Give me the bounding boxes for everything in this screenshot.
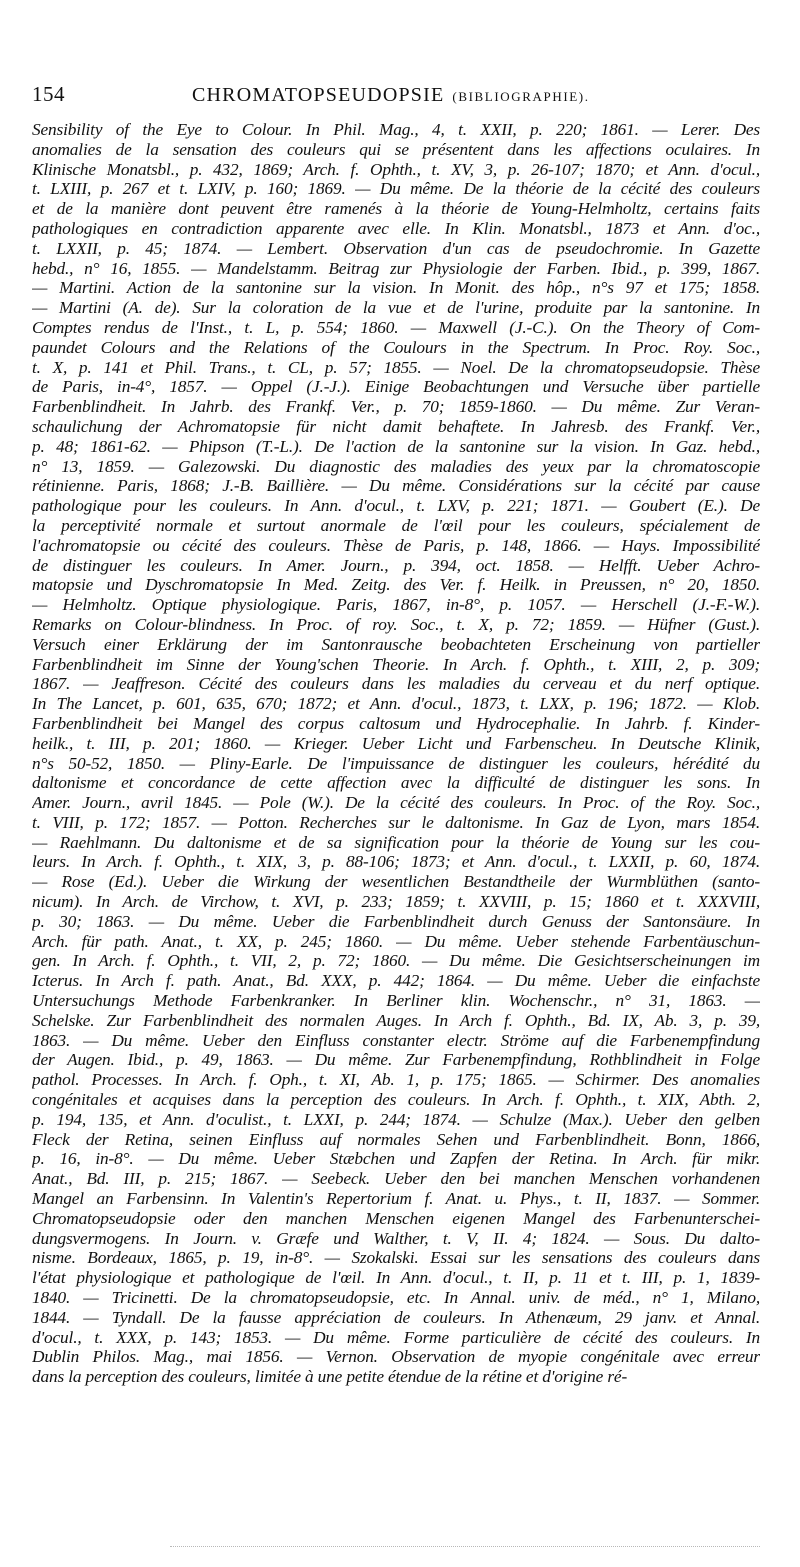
text-line: Icterus. In Arch f. path. Anat., Bd. XXX, p. 442; 1864. — Du même. Ueber die einfachste: [32, 971, 760, 991]
text-line: d'ocul., t. XXX, p. 143; 1853. — Du même. Forme particulière de cécité des couleurs. In: [32, 1327, 760, 1347]
text-line: paundet Colours and the Relations of the Coulours in the Spectrum. In Proc. Roy. Soc.,: [32, 337, 760, 357]
text-line: Farbenblindheit. In Jahrb. des Frankf. Ver., p. 70; 1859-1860. — Du même. Zur Veran-: [32, 397, 760, 417]
running-subtitle: (BIBLIOGRAPHIE).: [452, 89, 590, 104]
text-line: Versuch einer Erklärung der im Santonrausche beobachteten Erscheinung von partieller: [32, 634, 760, 654]
text-line: Chromatopseudopsie oder den manchen Menschen eigenen Mangel des Farbenunterschei-: [32, 1208, 760, 1228]
text-line: n°s 50-52, 1850. — Pliny-Earle. De l'impuissance de distinguer les couleurs, hérédité du: [32, 753, 760, 773]
text-line: dans la perception des couleurs, limitée à une petite étendue de la rétine et d'origine ré-: [32, 1367, 628, 1387]
text-line: — Martini. Action de la santonine sur la vision. In Monit. des hôp., n°s 97 et 175; 1858.: [32, 278, 760, 298]
text-line: nicum). In Arch. de Virchow, t. XVI, p. 233; 1859; t. XXVIII, p. 15; 1860 et t. XXXVIII,: [32, 892, 760, 912]
text-line: schaulichung der Achromatopsie für nicht damit behaftete. In Jahresb. des Frankf. Ver.,: [32, 416, 760, 436]
text-line: Farbenblindheit bei Mangel des corpus caltosum und Hydrocephalie. In Jahrb. f. Kinder-: [32, 713, 760, 733]
text-line: pathologique pour les couleurs. In Ann. d'ocul., t. LXV, p. 221; 1871. — Goubert (E.). De: [32, 496, 760, 516]
text-line: Fleck der Retina, seinen Einfluss auf normales Sehen und Farbenblindheit. Bonn, 1866,: [32, 1129, 760, 1149]
text-line: l'achromatopsie ou cécité des couleurs. Thèse de Paris, p. 148, 1866. — Hays. Impossibilité: [32, 535, 760, 555]
text-line: Remarks on Colour-blindness. In Proc. of roy. Soc., t. X, p. 72; 1859. — Hüfner (Gust.).: [32, 614, 760, 634]
text-line: t. VIII, p. 172; 1857. — Potton. Recherches sur le daltonisme. In Gaz de Lyon, mars 1854.: [32, 812, 760, 832]
bottom-rule: [170, 1546, 760, 1547]
text-line: et de la manière dont peuvent être ramenés à la théorie de Young-Helmholtz, certains faits: [32, 199, 760, 219]
text-line: nisme. Bordeaux, 1865, p. 19, in-8°. — Szokalski. Essai sur les sensations des couleurs dans: [32, 1248, 760, 1268]
text-line: la perceptivité normale et surtout anormale de l'œil pour les couleurs, spécialement de: [32, 515, 760, 535]
text-line: Farbenblindheit im Sinne der Young'schen Theorie. In Arch. f. Ophth., t. XIII, 2, p. 309;: [32, 654, 760, 674]
text-line: de distinguer les couleurs. In Amer. Journ., p. 394, oct. 1858. — Helfft. Ueber Achro-: [32, 555, 760, 575]
text-line: Schelske. Zur Farbenblindheit des normalen Auges. In Arch f. Ophth., Bd. IX, Ab. 3, p. 39,: [32, 1010, 760, 1030]
text-line: daltonisme et concordance de cette affection avec la difficulté de distinguer les sons. In: [32, 773, 760, 793]
text-line: rétinienne. Paris, 1868; J.-B. Baillière. — Du même. Considérations sur la cécité par cause: [32, 476, 760, 496]
text-line: Dublin Philos. Mag., mai 1856. — Vernon. Observation de myopie congénitale avec erreur: [32, 1347, 760, 1367]
text-line: — Raehlmann. Du daltonisme et de sa signification pour la théorie de Young sur les cou-: [32, 832, 760, 852]
text-line: p. 30; 1863. — Du même. Ueber die Farbenblindheit durch Genuss der Santonsäure. In: [32, 911, 760, 931]
text-line: p. 48; 1861-62. — Phipson (T.-L.). De l'action de la santonine sur la vision. In Gaz. hebd.,: [32, 436, 760, 456]
text-line: Arch. für path. Anat., t. XX, p. 245; 1860. — Du même. Ueber stehende Farbentäuschun-: [32, 931, 760, 951]
text-line: p. 16, in-8°. — Du même. Ueber Stæbchen und Zapfen der Retina. In Arch. für mikr.: [32, 1149, 760, 1169]
text-line: Klinische Monatsbl., p. 432, 1869; Arch. f. Ophth., t. XV, 3, p. 26-107; 1870; et Ann. d'ocul.,: [32, 159, 760, 179]
running-header: [32, 82, 768, 112]
text-line: leurs. In Arch. f. Ophth., t. XIX, 3, p. 88-106; 1873; et Ann. d'ocul., t. LXXII, p. 60, 1874.: [32, 852, 760, 872]
text-line: gen. In Arch. f. Ophth., t. VII, 2, p. 72; 1860. — Du même. Die Gesichtserscheinungen im: [32, 951, 760, 971]
text-line: matopsie und Dyschromatopsie In Med. Zeitg. des Ver. f. Heilk. in Preussen, n° 20, 1850.: [32, 575, 760, 595]
text-line: pathol. Processes. In Arch. f. Oph., t. XI, Ab. 1, p. 175; 1865. — Schirmer. Des anomalies: [32, 1070, 760, 1090]
text-line: p. 194, 135, et Ann. d'oculist., t. LXXI, p. 244; 1874. — Schulze (Max.). Ueber den gelben: [32, 1109, 760, 1129]
text-line: 1840. — Tricinetti. De la chromatopseudopsie, etc. In Annal. univ. de méd., n° 1, Milano,: [32, 1288, 760, 1308]
text-line: hebd., n° 16, 1855. — Mandelstamm. Beitrag zur Physiologie der Farben. Ibid., p. 399, 1867.: [32, 258, 760, 278]
text-line: t. LXXII, p. 45; 1874. — Lembert. Observation d'un cas de pseudochromie. In Gazette: [32, 238, 760, 258]
text-line: 1844. — Tyndall. De la fausse appréciation de couleurs. In Athenæum, 29 janv. et Annal.: [32, 1307, 760, 1327]
text-line: Untersuchungs Methode Farbenkranker. In Berliner klin. Wochenschr., n° 31, 1863. —: [32, 991, 760, 1011]
text-line: pathologiques en contradiction apparente avec elle. In Klin. Monatsbl., 1873 et Ann. d'oc.,: [32, 218, 760, 238]
page-number: 154: [32, 82, 65, 106]
text-line: n° 13, 1859. — Galezowski. Du diagnostic des maladies des yeux par la chromatoscopie: [32, 456, 760, 476]
text-line: 1867. — Jeaffreson. Cécité des couleurs dans les maladies du cerveau et du nerf optique.: [32, 674, 760, 694]
text-line: Amer. Journ., avril 1845. — Pole (W.). De la cécité des couleurs. In Proc. of the Roy. Soc.,: [32, 793, 760, 813]
text-line: Comptes rendus de l'Inst., t. L, p. 554; 1860. — Maxwell (J.-C.). On the Theory of Com-: [32, 317, 760, 337]
text-line: — Rose (Ed.). Ueber die Wirkung der wesentlichen Bestandtheile der Wurmblüthen (santo-: [32, 872, 760, 892]
text-line: t. X, p. 141 et Phil. Trans., t. CL, p. 57; 1855. — Noel. De la chromatopseudopsie. Thèse: [32, 357, 760, 377]
text-line: der Augen. Ibid., p. 49, 1863. — Du même. Zur Farbenempfindung, Rothblindheit in Folge: [32, 1050, 760, 1070]
running-title: CHROMATOPSEUDOPSIE: [192, 84, 445, 106]
text-line: congénitales et acquises dans la perception des couleurs. In Arch. f. Ophth., t. XIX, Abth. 2,: [32, 1090, 760, 1110]
text-line: Sensibility of the Eye to Colour. In Phil. Mag., 4, t. XXII, p. 220; 1861. — Lerer. Des: [32, 120, 760, 139]
text-line: In The Lancet, p. 601, 635, 670; 1872; et Ann. d'ocul., 1873, t. LXX, p. 196; 1872. — Klob.: [32, 694, 760, 714]
text-line: t. LXIII, p. 267 et t. LXIV, p. 160; 1869. — Du même. De la théorie de la cécité des couleurs: [32, 179, 760, 199]
bibliography-text: [32, 120, 760, 1387]
text-line: 1863. — Du même. Ueber den Einfluss constanter electr. Ströme auf die Farbenempfindung: [32, 1030, 760, 1050]
text-line: heilk., t. III, p. 201; 1860. — Krieger. Ueber Licht und Farbenscheu. In Deutsche Klinik,: [32, 733, 760, 753]
text-line: dungsvermogens. In Journ. v. Græfe und Walther, t. V, II. 4; 1824. — Sous. Du dalto-: [32, 1228, 760, 1248]
text-line: de Paris, in-4°, 1857. — Oppel (J.-J.). Einige Beobachtungen und Versuche über partielle: [32, 377, 760, 397]
text-line: — Martini (A. de). Sur la coloration de la vue et de l'urine, produite par la santonine. In: [32, 298, 760, 318]
text-line: l'état physiologique et pathologique de l'œil. In Ann. d'ocul., t. II, p. 11 et t. III, p. 1, 1839-: [32, 1268, 760, 1288]
text-line: Mangel an Farbensinn. In Valentin's Repertorium f. Anat. u. Phys., t. II, 1837. — Sommer.: [32, 1189, 760, 1209]
text-line: anomalies de la sensation des couleurs qui se présentent dans les affections oculaires. In: [32, 139, 760, 159]
text-line: — Helmholtz. Optique physiologique. Paris, 1867, in-8°, p. 1057. — Herschell (J.-F.-W.).: [32, 595, 760, 615]
text-line: Anat., Bd. III, p. 215; 1867. — Seebeck. Ueber den bei manchen Menschen vorhandenen: [32, 1169, 760, 1189]
